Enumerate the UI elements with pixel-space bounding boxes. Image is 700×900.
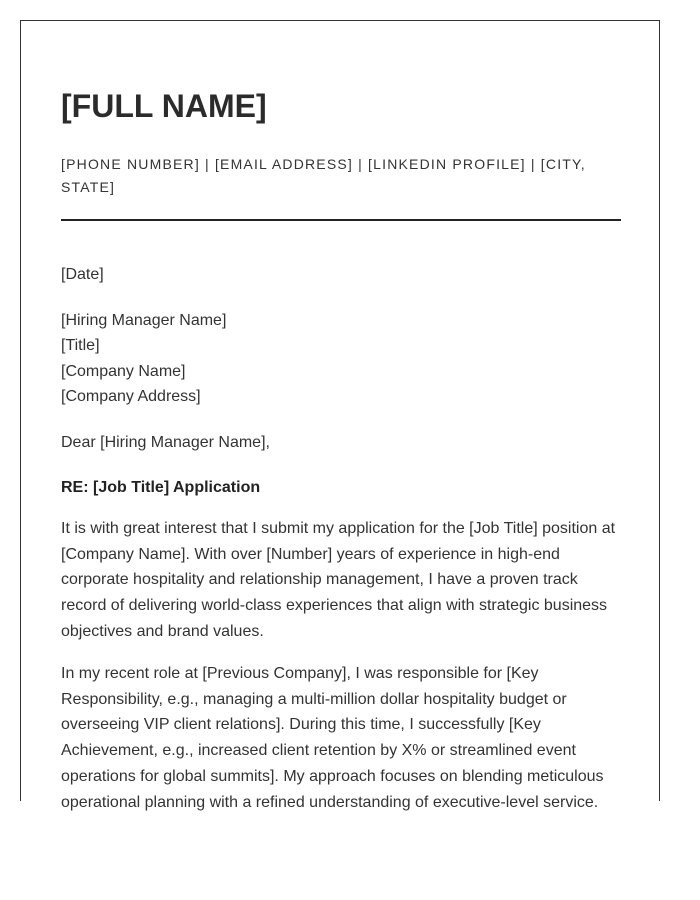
header-divider	[61, 219, 621, 221]
body-paragraph: It is with great interest that I submit my application for the [Job Title] position at [Company Name]. With over [Number] years of experience in high-end corporate hospitality and relationship management, I have a proven track record of delivering world-class experiences that align with strategic business objectives and brand values.	[61, 520, 616, 640]
applicant-name: [FULL NAME]	[61, 88, 267, 124]
letter-page	[20, 20, 660, 811]
subject-line: RE: [Job Title] Application	[61, 479, 261, 496]
recipient-title: [Title]	[61, 337, 100, 354]
letter-date: [Date]	[61, 266, 104, 283]
recipient-address: [Company Address]	[61, 388, 201, 405]
recipient-company: [Company Name]	[61, 363, 186, 380]
recipient-name: [Hiring Manager Name]	[61, 312, 227, 329]
salutation: Dear [Hiring Manager Name],	[61, 434, 270, 451]
contact-line: [PHONE NUMBER] | [EMAIL ADDRESS] | [LINKEDIN PROFILE] | [CITY, STATE]	[61, 156, 586, 195]
body-paragraph: In my recent role at [Previous Company], I was responsible for [Key Responsibility, e.g., managing a multi-million dollar hospitality budget or overseeing VIP client relations]. During this time, I successfully [Key Achievement, e.g., increased client retention by X% or streamlined event operations for global summits]. My approach focuses on blending meticulous operational planning with a refined understanding of executive-level service.	[61, 665, 604, 811]
